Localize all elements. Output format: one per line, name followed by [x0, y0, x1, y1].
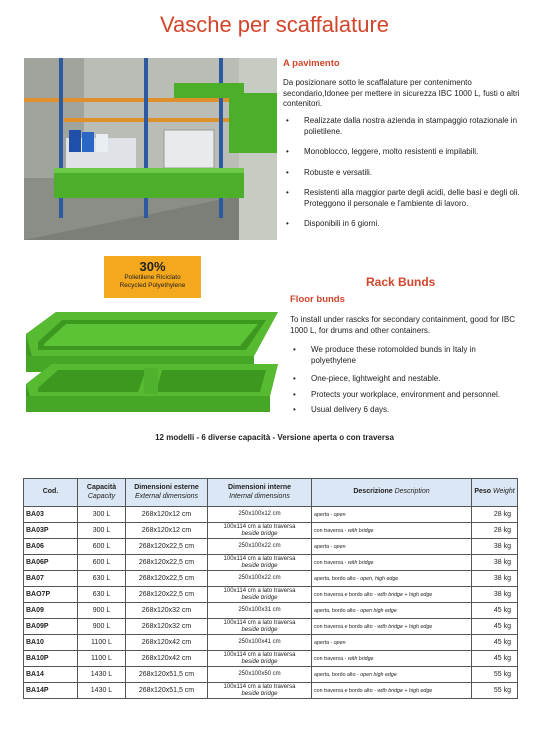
table-row: [24, 635, 518, 651]
page-title: Vasche per scaffalature: [159, 12, 390, 37]
cell-description: aperta, bordo alto - open, high edge: [312, 571, 472, 587]
cell-weight: 45 kg: [472, 635, 518, 651]
cell-capacity: 1430 L: [78, 667, 126, 683]
cell-code: BA10: [24, 635, 78, 651]
cell-code: BA09: [24, 603, 78, 619]
cell-capacity: 600 L: [78, 539, 126, 555]
en-subtitle: Floor bunds: [290, 294, 345, 305]
it-bullet: • Monoblocco, leggere, molto resistenti e impilabili.: [283, 147, 521, 158]
cell-code: BA10P: [24, 651, 78, 667]
cell-capacity: 900 L: [78, 619, 126, 635]
cell-weight: 45 kg: [472, 651, 518, 667]
table-header-row: [24, 479, 518, 507]
cell-capacity: 300 L: [78, 523, 126, 539]
cell-external: 268x120x42 cm: [126, 635, 208, 651]
table-row: [24, 651, 518, 667]
tray-bridge-image: [26, 364, 278, 421]
cell-description: aperta, bordo alto - open high edge: [312, 603, 472, 619]
badge-line-en: Recycled Polyethylene: [119, 282, 186, 289]
cell-description: con traversa e bordo alto - with bridge + high edge: [312, 619, 472, 635]
en-bullet: • We produce these rotomolded bunds in Italy in polyethylene: [290, 345, 520, 366]
cell-internal: 100x114 cm a lato traversa beside bridge: [208, 555, 312, 571]
table-row: [24, 507, 518, 523]
cell-external: 268x120x51,5 cm: [126, 683, 208, 699]
table-row: [24, 619, 518, 635]
cell-external: 268x120x22,5 cm: [126, 555, 208, 571]
cell-external: 268x120x12 cm: [126, 523, 208, 539]
cell-internal: 250x100x22 cm: [208, 571, 312, 587]
cell-weight: 38 kg: [472, 539, 518, 555]
en-title: Rack Bunds: [366, 275, 436, 289]
cell-internal: 250x100x12 cm: [208, 507, 312, 523]
cell-weight: 55 kg: [472, 683, 518, 699]
cell-external: 268x120x22,5 cm: [126, 571, 208, 587]
table-row: [24, 523, 518, 539]
cell-capacity: 630 L: [78, 571, 126, 587]
en-bullet-list: [290, 345, 520, 416]
header-capacity: Capacità Capacity: [78, 479, 126, 507]
header-code: Cod.: [24, 479, 78, 507]
cell-internal: 100x114 cm a lato traversa beside bridge: [208, 523, 312, 539]
en-intro: To install under rascks for secondary containment, good for IBC 1000 L, for drums and other containers.: [290, 315, 515, 335]
cell-code: BA14: [24, 667, 78, 683]
cell-external: 268x120x32 cm: [126, 619, 208, 635]
cell-code: BAO7P: [24, 587, 78, 603]
cell-code: BA03: [24, 507, 78, 523]
cell-description: aperta - open: [312, 507, 472, 523]
cell-description: con traversa - with bridge: [312, 523, 472, 539]
cell-weight: 38 kg: [472, 587, 518, 603]
cell-internal: 100x114 cm a lato traversa beside bridge: [208, 587, 312, 603]
cell-weight: 45 kg: [472, 603, 518, 619]
cell-description: con traversa e bordo alto - with bridge + high edge: [312, 587, 472, 603]
cell-weight: 38 kg: [472, 571, 518, 587]
recycled-badge: [104, 256, 201, 298]
cell-internal: 250x100x22 cm: [208, 539, 312, 555]
it-intro: Da posizionare sotto le scaffalature per contenimento secondario,Idonee per mettere in sicurezza IBC 1000 L, fusti o altri contenitori.: [283, 78, 520, 108]
cell-external: 268x120x51,5 cm: [126, 667, 208, 683]
badge-percent: 30%: [139, 259, 166, 274]
cell-external: 268x120x22,5 cm: [126, 587, 208, 603]
header-weight: Peso Weight: [472, 479, 518, 507]
it-bullet: • Disponibili in 6 giorni.: [283, 219, 521, 230]
cell-weight: 55 kg: [472, 667, 518, 683]
header-external-dimensions: Dimensioni esterne External dimensions: [126, 479, 208, 507]
cell-capacity: 630 L: [78, 587, 126, 603]
it-bullet: • Realizzate dalla nostra azienda in stampaggio rotazionale in polietilene.: [283, 116, 521, 137]
cell-weight: 28 kg: [472, 507, 518, 523]
cell-internal: 250x100x31 cm: [208, 603, 312, 619]
table-row: [24, 603, 518, 619]
models-table: [23, 478, 518, 699]
en-bullet: • Protects your workplace, environment and personnel.: [290, 390, 520, 401]
cell-external: 268x120x12 cm: [126, 507, 208, 523]
table-row: [24, 683, 518, 699]
cell-code: BA09P: [24, 619, 78, 635]
table-caption: 12 modelli - 6 diverse capacità - Versione aperta o con traversa: [155, 433, 394, 442]
cell-internal: 250x100x50 cm: [208, 667, 312, 683]
badge-line-it: Polietilene Riciclato: [124, 274, 181, 281]
it-bullet: • Robuste e versatili.: [283, 168, 521, 179]
header-internal-dimensions: Dimensioni interne Internal dimensions: [208, 479, 312, 507]
table-row: [24, 555, 518, 571]
cell-external: 268x120x22,5 cm: [126, 539, 208, 555]
cell-description: aperta, bordo alto - open high edge: [312, 667, 472, 683]
cell-code: BA06P: [24, 555, 78, 571]
cell-description: con traversa - with bridge: [312, 651, 472, 667]
table-row: [24, 587, 518, 603]
cell-weight: 28 kg: [472, 523, 518, 539]
cell-description: con traversa - with bridge: [312, 555, 472, 571]
table-row: [24, 571, 518, 587]
en-bullet: • One-piece, lightweight and nestable.: [290, 374, 520, 385]
cell-capacity: 300 L: [78, 507, 126, 523]
cell-weight: 45 kg: [472, 619, 518, 635]
cell-capacity: 1430 L: [78, 683, 126, 699]
cell-code: BA14P: [24, 683, 78, 699]
cell-external: 268x120x32 cm: [126, 603, 208, 619]
en-bullet: • Usual delivery 6 days.: [290, 405, 520, 416]
cell-code: BA03P: [24, 523, 78, 539]
it-bullet: • Resistenti alla maggior parte degli acidi, delle basi e degli oli. Proteggono il personale e l'ambiente di lavoro.: [283, 188, 521, 209]
cell-external: 268x120x42 cm: [126, 651, 208, 667]
table-row: [24, 539, 518, 555]
cell-code: BA07: [24, 571, 78, 587]
cell-internal: 100x114 cm a lato traversa beside bridge: [208, 683, 312, 699]
warehouse-photo: [24, 58, 277, 240]
cell-capacity: 1100 L: [78, 635, 126, 651]
cell-weight: 38 kg: [472, 555, 518, 571]
cell-internal: 100x114 cm a lato traversa beside bridge: [208, 651, 312, 667]
cell-capacity: 1100 L: [78, 651, 126, 667]
cell-capacity: 600 L: [78, 555, 126, 571]
header-description: Descrizione Description: [312, 479, 472, 507]
cell-description: aperta - open: [312, 635, 472, 651]
cell-internal: 100x114 cm a lato traversa beside bridge: [208, 619, 312, 635]
cell-description: aperta - open: [312, 539, 472, 555]
cell-internal: 250x100x41 cm: [208, 635, 312, 651]
cell-code: BA06: [24, 539, 78, 555]
cell-capacity: 900 L: [78, 603, 126, 619]
it-subtitle: A pavimento: [283, 58, 340, 69]
cell-description: con traversa e bordo alto - with bridge + high edge: [312, 683, 472, 699]
it-bullet-list: [283, 116, 521, 230]
table-row: [24, 667, 518, 683]
